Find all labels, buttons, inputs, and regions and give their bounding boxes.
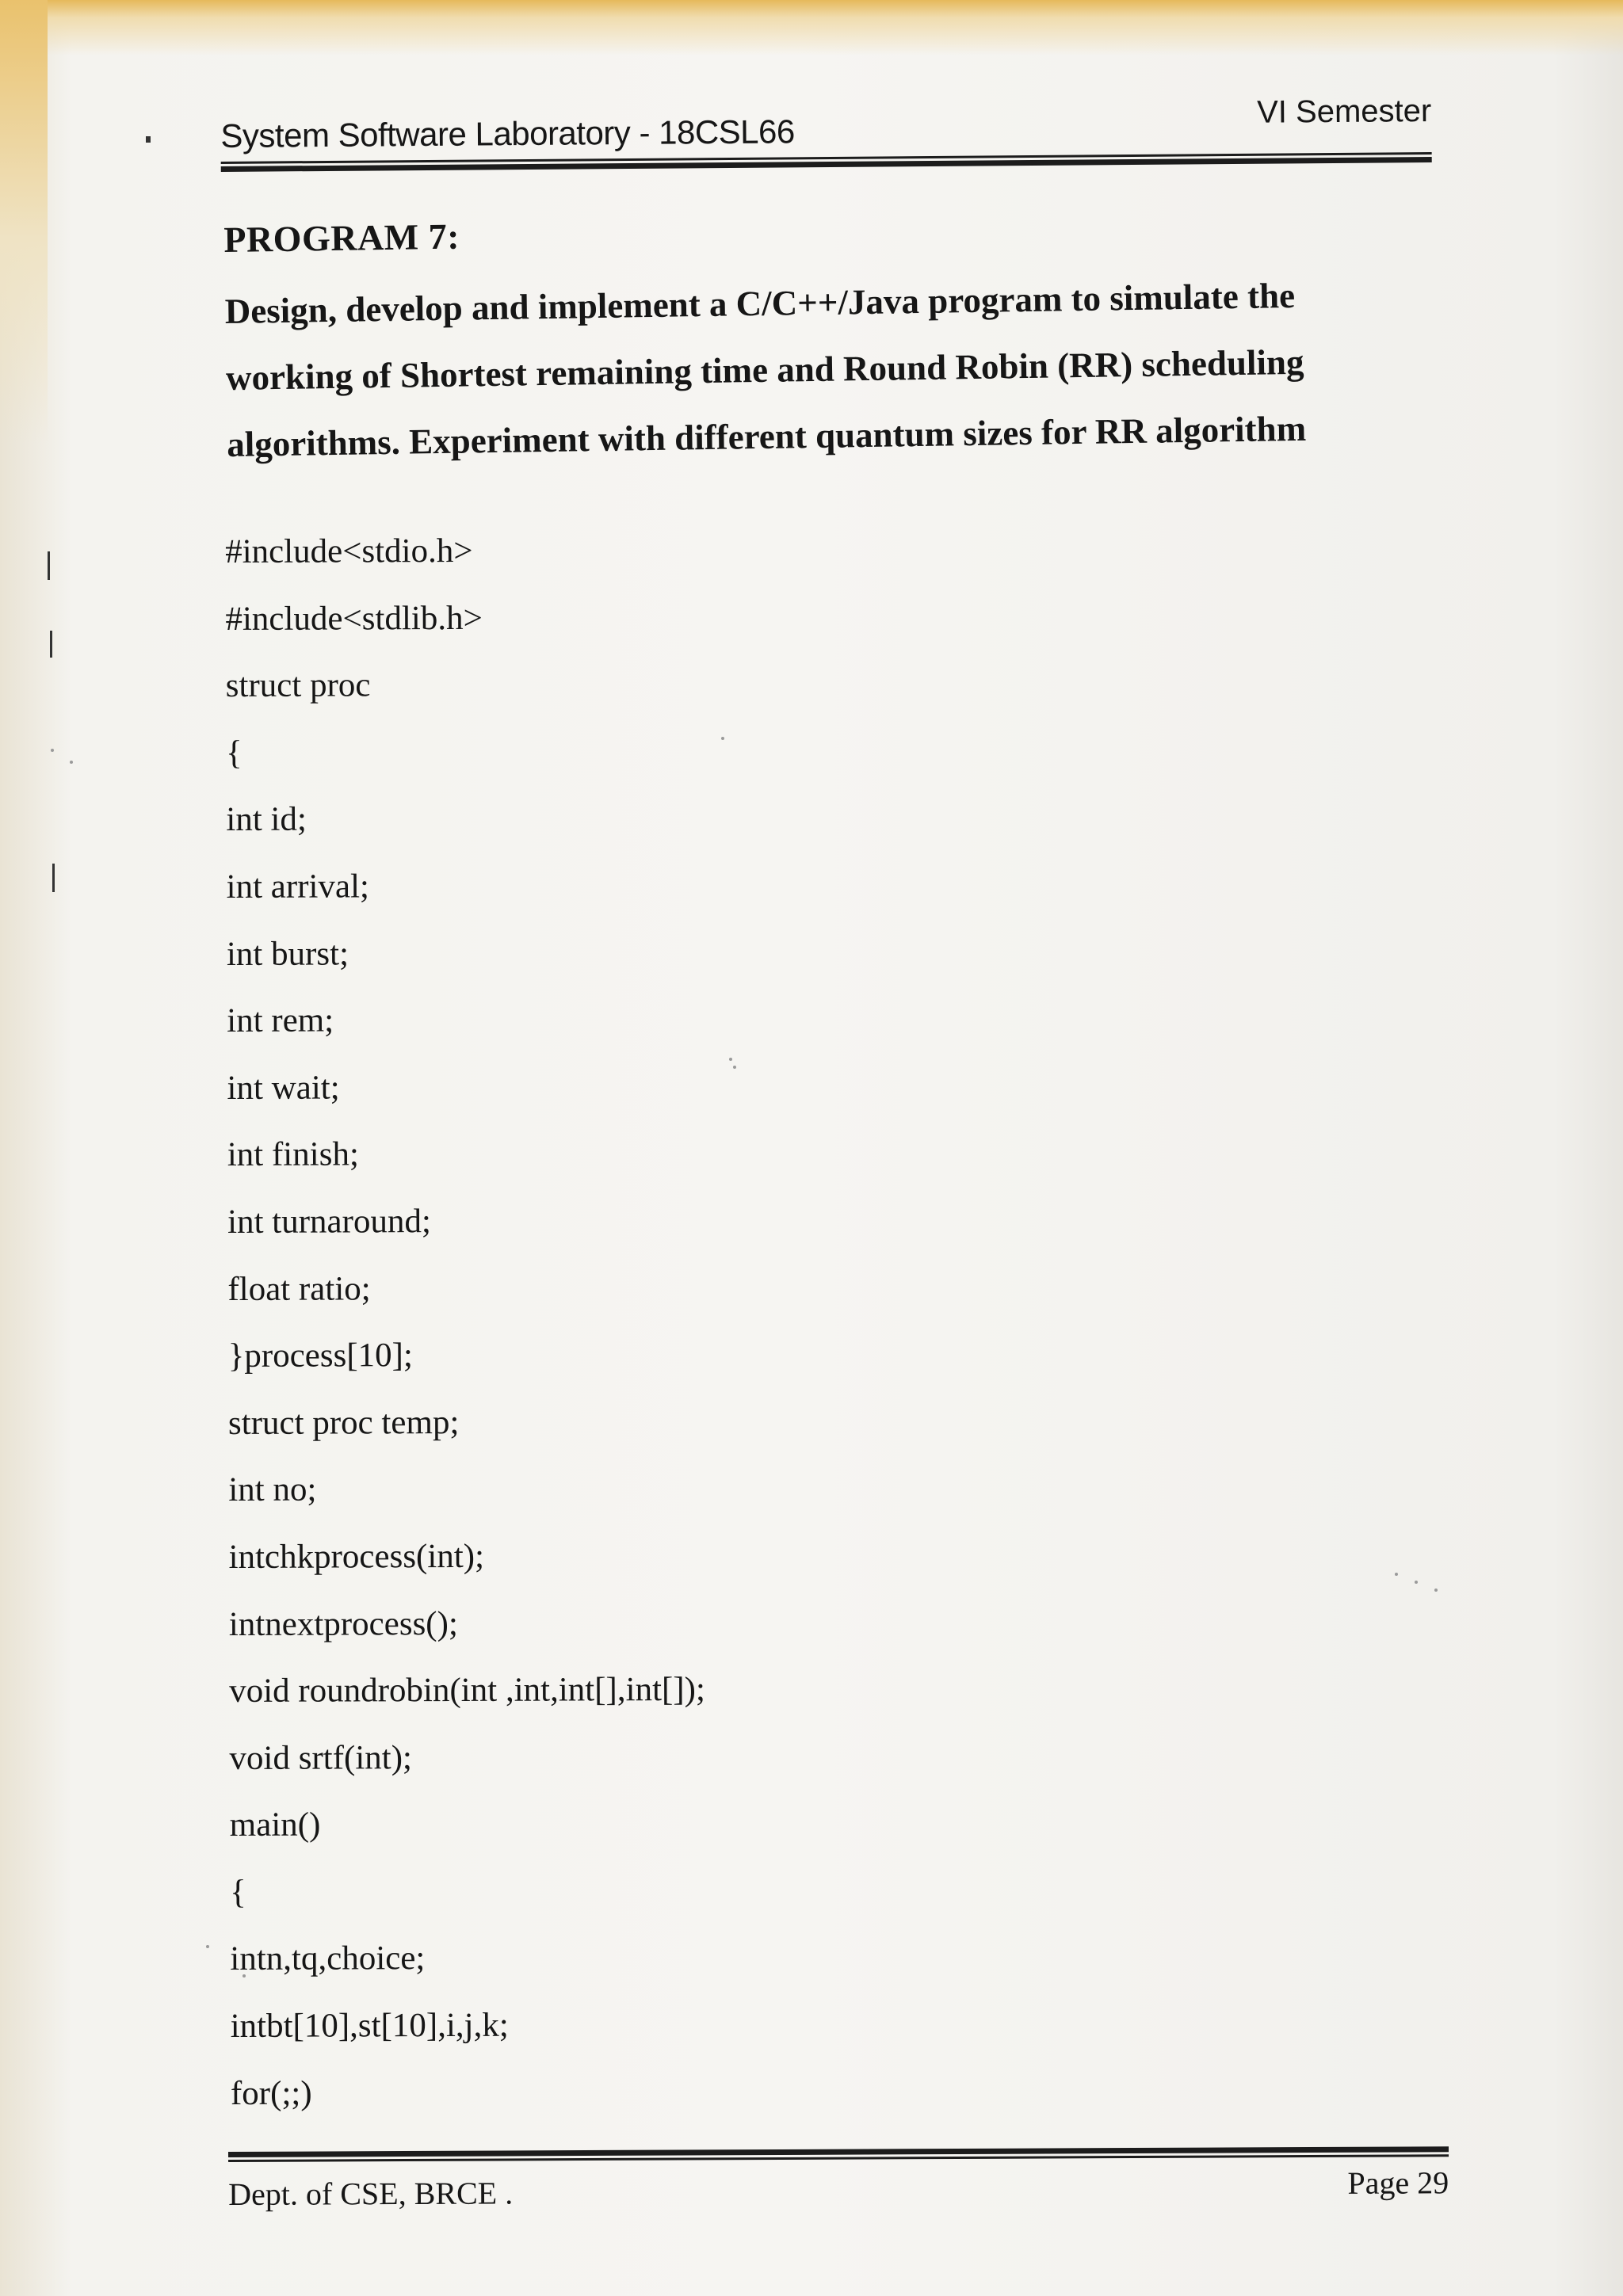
program-heading-block (223, 201, 1384, 478)
code-line: for(;;) (230, 2074, 312, 2112)
scan-speck (70, 761, 73, 764)
program-description-line: algorithms. Experiment with different quantum sizes for RR algorithm (226, 408, 1307, 464)
code-line: intn,tq,choice; (230, 1939, 426, 1978)
code-line: int arrival; (226, 868, 369, 906)
page-number: Page 29 (1347, 2164, 1449, 2201)
code-line: #include<stdlib.h> (225, 599, 483, 638)
program-description-line: Design, develop and implement a C/C++/Java program to simulate the (224, 275, 1296, 331)
scan-speck (1434, 1589, 1438, 1592)
footer-divider (228, 2146, 1449, 2162)
course-title: System Software Laboratory - 18CSL66 (220, 113, 795, 154)
code-line: #include<stdio.h> (225, 532, 473, 570)
code-line: int rem; (227, 1001, 334, 1040)
page-edge-shadow-left (0, 0, 48, 444)
header-divider (221, 152, 1432, 172)
code-line: int no; (228, 1470, 317, 1509)
code-line: int turnaround; (227, 1203, 431, 1241)
margin-mark (50, 631, 52, 658)
margin-mark (146, 136, 151, 143)
page-header (220, 84, 1432, 170)
page-edge-shadow-top (0, 0, 1623, 55)
code-line: void srtf(int); (229, 1738, 413, 1777)
code-line: intbt[10],st[10],i,j,k; (230, 2006, 509, 2046)
program-title: PROGRAM 7: (223, 215, 460, 260)
scan-speck (206, 1945, 209, 1948)
code-line: int wait; (227, 1069, 340, 1107)
code-line: { (229, 1873, 246, 1911)
code-line: intnextprocess(); (228, 1604, 458, 1643)
code-line: intchkprocess(int); (228, 1537, 485, 1576)
scan-speck (1415, 1581, 1418, 1584)
code-line: struct proc temp; (227, 1403, 460, 1442)
semester-label: VI Semester (1256, 93, 1432, 130)
code-line: int id; (226, 801, 307, 839)
code-line: struct proc (225, 666, 371, 705)
scan-speck (1395, 1573, 1398, 1576)
program-description-line: working of Shortest remaining time and Round Robin (RR) scheduling (225, 341, 1304, 398)
code-line: { (225, 734, 242, 772)
code-listing (225, 515, 1261, 2127)
department-label: Dept. of CSE, BRCE . (228, 2175, 514, 2212)
margin-mark (52, 864, 55, 892)
scan-speck (51, 749, 54, 752)
code-line: main() (229, 1806, 321, 1844)
margin-mark (48, 551, 50, 580)
page-footer (228, 2146, 1449, 2223)
code-line: int burst; (226, 935, 349, 973)
code-line: }process[10]; (227, 1337, 413, 1375)
code-line: float ratio; (227, 1269, 371, 1308)
code-line: int finish; (227, 1135, 359, 1174)
code-line: void roundrobin(int ,int,int[],int[]); (229, 1670, 705, 1711)
